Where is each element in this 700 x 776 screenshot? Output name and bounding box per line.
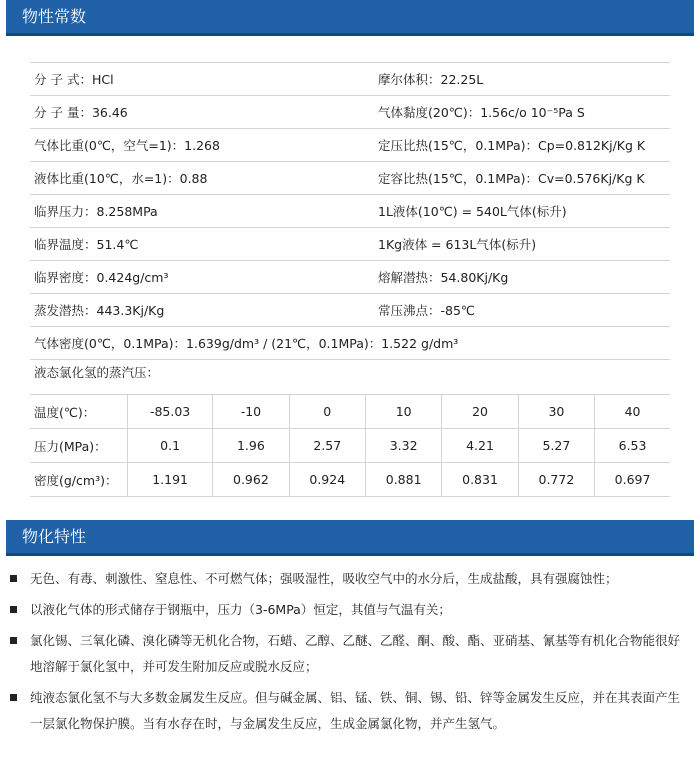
section-header-characteristics: [6, 520, 694, 556]
table-row: [30, 195, 670, 228]
table-row: [30, 162, 670, 195]
table-row: [30, 261, 670, 294]
property-cv: 定容比热(15℃，0.1MPa)：Cv=0.576Kj/Kg K: [364, 162, 670, 195]
table-cell: 0.1: [128, 429, 213, 463]
table-cell: 0: [289, 395, 365, 429]
property-liquid-specific-gravity: 液体比重(10℃，水=1)：0.88: [30, 162, 364, 195]
list-item: [0, 566, 700, 592]
physical-constants-table: [30, 62, 670, 360]
property-critical-temperature: 临界温度：51.4℃: [30, 228, 364, 261]
table-cell: 4.21: [442, 429, 518, 463]
characteristics-list: [0, 566, 700, 742]
property-cp: 定压比热(15℃，0.1MPa)：Cp=0.812Kj/Kg K: [364, 129, 670, 162]
table-row-temperature: [30, 395, 670, 429]
table-cell: 40: [595, 395, 670, 429]
table-cell: 0.881: [365, 463, 441, 497]
square-bullet-icon: [10, 575, 17, 582]
property-critical-density: 临界密度：0.424g/cm³: [30, 261, 364, 294]
section-title: 物性常数: [22, 7, 87, 26]
table-row: [30, 129, 670, 162]
section-title: 物化特性: [22, 527, 87, 546]
table-cell: 0.831: [442, 463, 518, 497]
section-header-physical-constants: [6, 0, 694, 36]
table-cell: -10: [213, 395, 289, 429]
property-molecular-formula: 分 子 式：HCl: [30, 63, 364, 96]
property-latent-heat-fusion: 熔解潜热：54.80Kj/Kg: [364, 261, 670, 294]
table-cell: 10: [365, 395, 441, 429]
table-row: [30, 63, 670, 96]
property-boiling-point: 常压沸点：-85℃: [364, 294, 670, 327]
property-critical-pressure: 临界压力：8.258MPa: [30, 195, 364, 228]
row-label: 压力(MPa)：: [30, 429, 128, 463]
table-cell: 1.191: [128, 463, 213, 497]
table-row: [30, 228, 670, 261]
property-gas-density: 气体密度(0℃，0.1MPa)：1.639g/dm³ / (21℃，0.1MPa)：1.522 g/dm³: [30, 327, 670, 360]
table-row: [30, 327, 670, 360]
property-liquid-to-gas-volume: 1L液体(10℃) = 540L气体(标升): [364, 195, 670, 228]
table-cell: 5.27: [518, 429, 594, 463]
table-row: [30, 294, 670, 327]
table-cell: 6.53: [595, 429, 670, 463]
list-item: [0, 597, 700, 623]
property-gas-specific-gravity: 气体比重(0℃，空气=1)：1.268: [30, 129, 364, 162]
property-kg-liquid-to-gas: 1Kg液体 = 613L气体(标升): [364, 228, 670, 261]
vapor-pressure-table: [30, 394, 670, 497]
list-item-text: 纯液态氯化氢不与大多数金属发生反应。但与碱金属、铝、锰、铁、铜、锡、铅、锌等金属发生反应，并在其表面产生一层氯化物保护膜。当有水存在时，与金属发生反应，生成金属氯化物，并产生氢气。: [30, 690, 681, 731]
table-row: [30, 96, 670, 129]
property-latent-heat-vaporization: 蒸发潜热：443.3Kj/Kg: [30, 294, 364, 327]
table-cell: 0.924: [289, 463, 365, 497]
property-gas-viscosity: 气体黏度(20℃)：1.56c/o 10⁻⁵Pa S: [364, 96, 670, 129]
table-cell: 0.772: [518, 463, 594, 497]
table-cell: -85.03: [128, 395, 213, 429]
row-label: 密度(g/cm³)：: [30, 463, 128, 497]
table-cell: 2.57: [289, 429, 365, 463]
list-item-text: 无色、有毒、刺激性、窒息性、不可燃气体；强吸湿性，吸收空气中的水分后，生成盐酸，具有强腐蚀性；: [30, 571, 618, 586]
table-cell: 3.32: [365, 429, 441, 463]
table-row-pressure: [30, 429, 670, 463]
list-item-text: 氯化锡、三氧化磷、溴化磷等无机化合物，石蜡、乙醇、乙醚、乙醛、酮、酸、酯、亚硝基、氰基等有机化合物能很好地溶解于氯化氢中，并可发生附加反应或脱水反应；: [30, 633, 681, 674]
table-cell: 0.962: [213, 463, 289, 497]
table-cell: 30: [518, 395, 594, 429]
list-item: [0, 628, 700, 680]
square-bullet-icon: [10, 637, 17, 644]
table-cell: 20: [442, 395, 518, 429]
table-cell: 1.96: [213, 429, 289, 463]
square-bullet-icon: [10, 606, 17, 613]
table-cell: 0.697: [595, 463, 670, 497]
list-item-text: 以液化气体的形式储存于钢瓶中，压力（3-6MPa）恒定，其值与气温有关；: [30, 602, 451, 617]
vapor-pressure-title: 液态氯化氢的蒸汽压：: [34, 365, 160, 380]
property-molar-volume: 摩尔体积：22.25L: [364, 63, 670, 96]
property-molecular-weight: 分 子 量：36.46: [30, 96, 364, 129]
row-label: 温度(℃)：: [30, 395, 128, 429]
square-bullet-icon: [10, 694, 17, 701]
table-row-density: [30, 463, 670, 497]
list-item: [0, 685, 700, 737]
